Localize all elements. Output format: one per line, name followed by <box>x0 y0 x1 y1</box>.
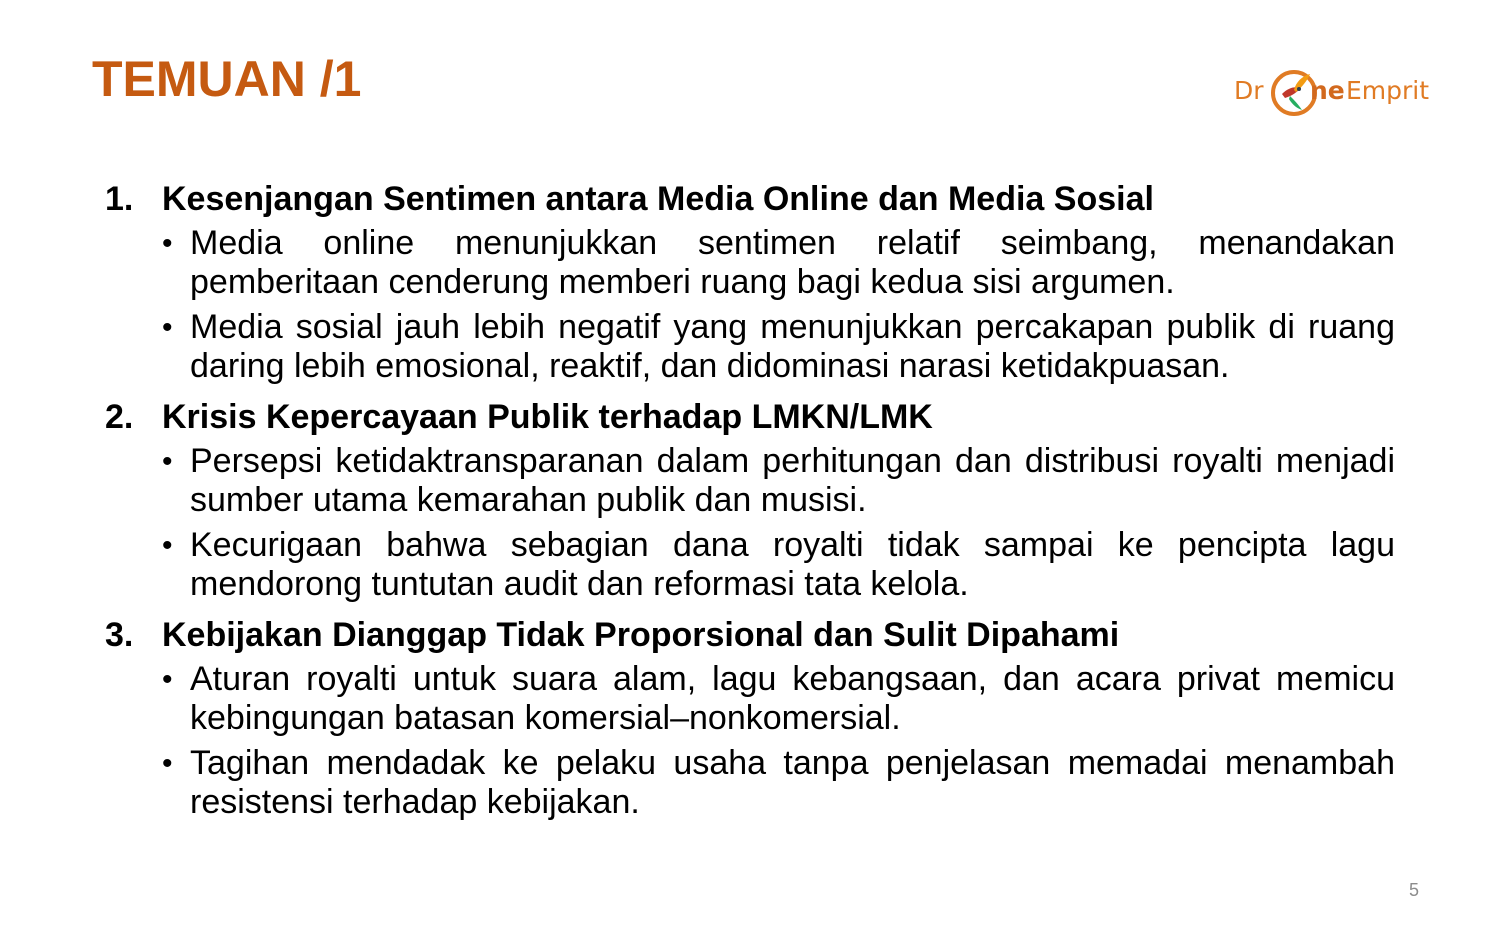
bullet-icon: • <box>162 663 173 696</box>
bullet-text: Media sosial jauh lebih negatif yang menunjukkan percakapan publik di ruang daring lebih emosional, reaktif, dan didominasi narasi ketidakpuasan. <box>190 308 1395 385</box>
bullet-text: Media online menunjukkan sentimen relatif seimbang, menandakan pemberitaan cenderung memberi ruang bagi kedua sisi argumen. <box>190 224 1395 301</box>
finding-title: Krisis Kepercayaan Publik terhadap LMKN/LMK <box>162 398 933 436</box>
bullet-icon: • <box>162 529 173 562</box>
finding-item-1 <box>105 178 1395 386</box>
page-number: 5 <box>1408 880 1419 900</box>
bullet-item <box>105 224 1395 302</box>
finding-title: Kesenjangan Sentimen antara Media Online dan Media Sosial <box>162 180 1154 218</box>
bullet-text: Tagihan mendadak ke pelaku usaha tanpa penjelasan memadai menambah resistensi terhadap kebijakan. <box>190 744 1395 821</box>
finding-bullets <box>105 224 1395 386</box>
bullet-icon: • <box>162 227 173 260</box>
logo-text-dr: Dr <box>1234 76 1264 105</box>
slide-title: TEMUAN /1 <box>92 51 362 107</box>
drone-emprit-logo <box>1232 66 1442 122</box>
findings-list <box>105 178 1395 828</box>
logo-text-ne: ne <box>1310 76 1345 105</box>
finding-number: 1. <box>105 180 134 218</box>
finding-bullets <box>105 442 1395 604</box>
bullet-item <box>105 442 1395 520</box>
finding-heading <box>105 178 1395 222</box>
logo-text-emprit: Emprit <box>1346 76 1430 105</box>
finding-number: 2. <box>105 398 134 436</box>
bullet-item <box>105 308 1395 386</box>
finding-heading <box>105 396 1395 440</box>
bullet-text: Aturan royalti untuk suara alam, lagu kebangsaan, dan acara privat memicu kebingungan batasan komersial–nonkomersial. <box>190 660 1395 737</box>
bullet-text: Kecurigaan bahwa sebagian dana royalti tidak sampai ke pencipta lagu mendorong tuntutan audit dan reformasi tata kelola. <box>190 526 1395 603</box>
bullet-item <box>105 526 1395 604</box>
finding-heading <box>105 614 1395 658</box>
bullet-icon: • <box>162 445 173 478</box>
bullet-icon: • <box>162 311 173 344</box>
bullet-item <box>105 744 1395 822</box>
finding-bullets <box>105 660 1395 822</box>
finding-number: 3. <box>105 616 134 654</box>
bullet-item <box>105 660 1395 738</box>
finding-item-3 <box>105 614 1395 822</box>
bullet-text: Persepsi ketidaktransparanan dalam perhitungan dan distribusi royalti menjadi sumber utama kemarahan publik dan musisi. <box>190 442 1395 519</box>
finding-item-2 <box>105 396 1395 604</box>
finding-title: Kebijakan Dianggap Tidak Proporsional dan Sulit Dipahami <box>162 616 1120 654</box>
bullet-icon: • <box>162 747 173 780</box>
